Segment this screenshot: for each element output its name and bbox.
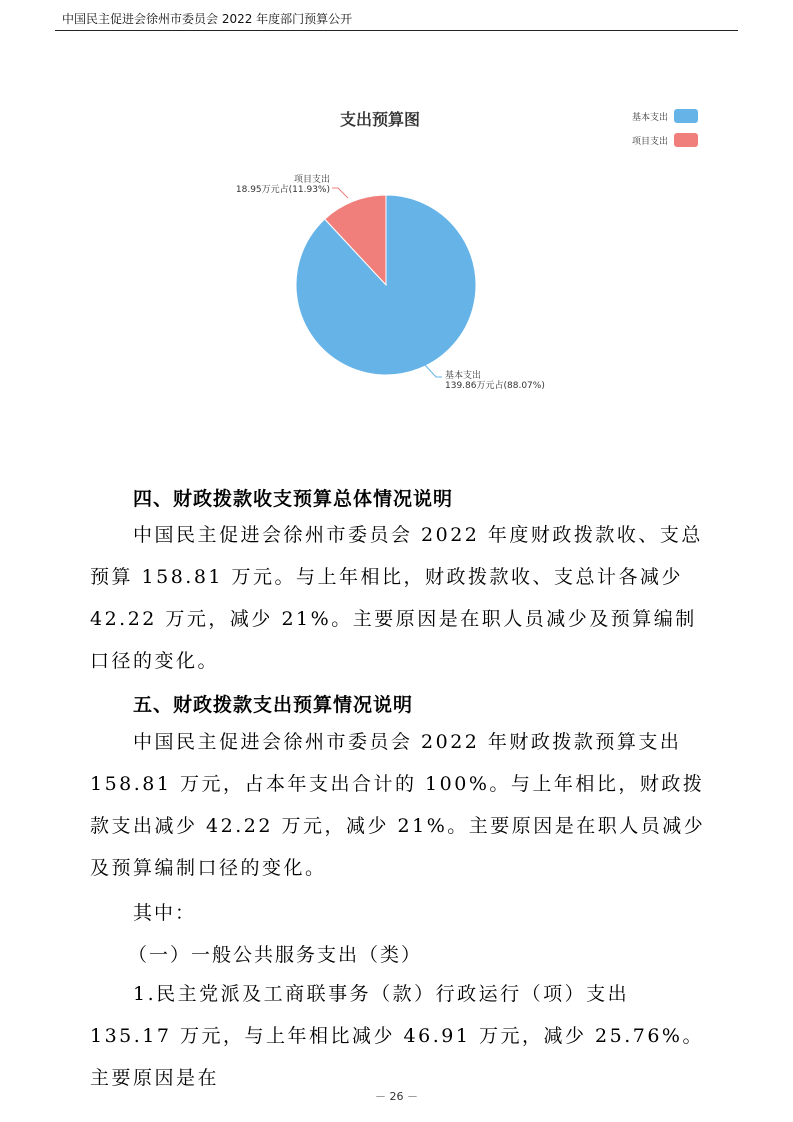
legend-item-basic: [632, 109, 698, 123]
chart-legend: [632, 109, 698, 157]
among-label: 其中：: [133, 902, 197, 924]
section-4-body: [90, 514, 710, 682]
section-4-heading: 四、财政拨款收支预算总体情况说明: [133, 488, 454, 510]
page-number: － 26 －: [375, 1090, 418, 1103]
expenditure-pie-chart: [200, 95, 720, 415]
pie-slice-basic: [296, 195, 476, 375]
section-5-paragraph: 中国民主促进会徐州市委员会 2022 年财政拨款预算支出 158.81 万元，占本年支出合计的 100%。与上年相比，财政拨款支出减少 42.22 万元，减少 21%。主要原因是在职人员减少及预算编制口径的变化。: [90, 731, 706, 879]
legend-label-project: 项目支出: [632, 136, 669, 147]
slice-label-basic-value: 139.86万元占(88.07%): [445, 381, 545, 391]
leader-line-basic: [425, 365, 442, 377]
category-line: （一）一般公共服务支出（类）: [128, 944, 423, 966]
legend-label-basic: 基本支出: [632, 112, 669, 123]
section-5-body: [90, 721, 710, 889]
item1-body: [90, 973, 710, 1099]
legend-swatch-basic: [674, 109, 698, 123]
legend-item-project: [632, 133, 698, 147]
section-4-paragraph: 中国民主促进会徐州市委员会 2022 年度财政拨款收、支总预算 158.81 万元。与上年相比，财政拨款收、支总计各减少 42.22 万元，减少 21%。主要原因是在职人员减少及预算编制口径的变化。: [90, 524, 703, 672]
slice-label-basic: [445, 371, 545, 391]
slice-label-project-value: 18.95万元占(11.93%): [235, 185, 330, 195]
slice-label-project: [230, 175, 330, 195]
item1-paragraph: 1.民主党派及工商联事务（款）行政运行（项）支出 135.17 万元，与上年相比减少 46.91 万元，减少 25.76%。主要原因是在: [90, 983, 704, 1089]
page-header: 中国民主促进会徐州市委员会 2022 年度部门预算公开: [62, 12, 353, 26]
header-divider: [55, 30, 738, 31]
chart-title: 支出预算图: [340, 110, 421, 129]
slice-label-project-name: 项目支出: [293, 175, 330, 185]
slice-label-basic-name: 基本支出: [445, 371, 482, 381]
section-5-heading: 五、财政拨款支出预算情况说明: [133, 694, 414, 716]
legend-swatch-project: [674, 133, 698, 147]
leader-line-project: [332, 188, 348, 198]
